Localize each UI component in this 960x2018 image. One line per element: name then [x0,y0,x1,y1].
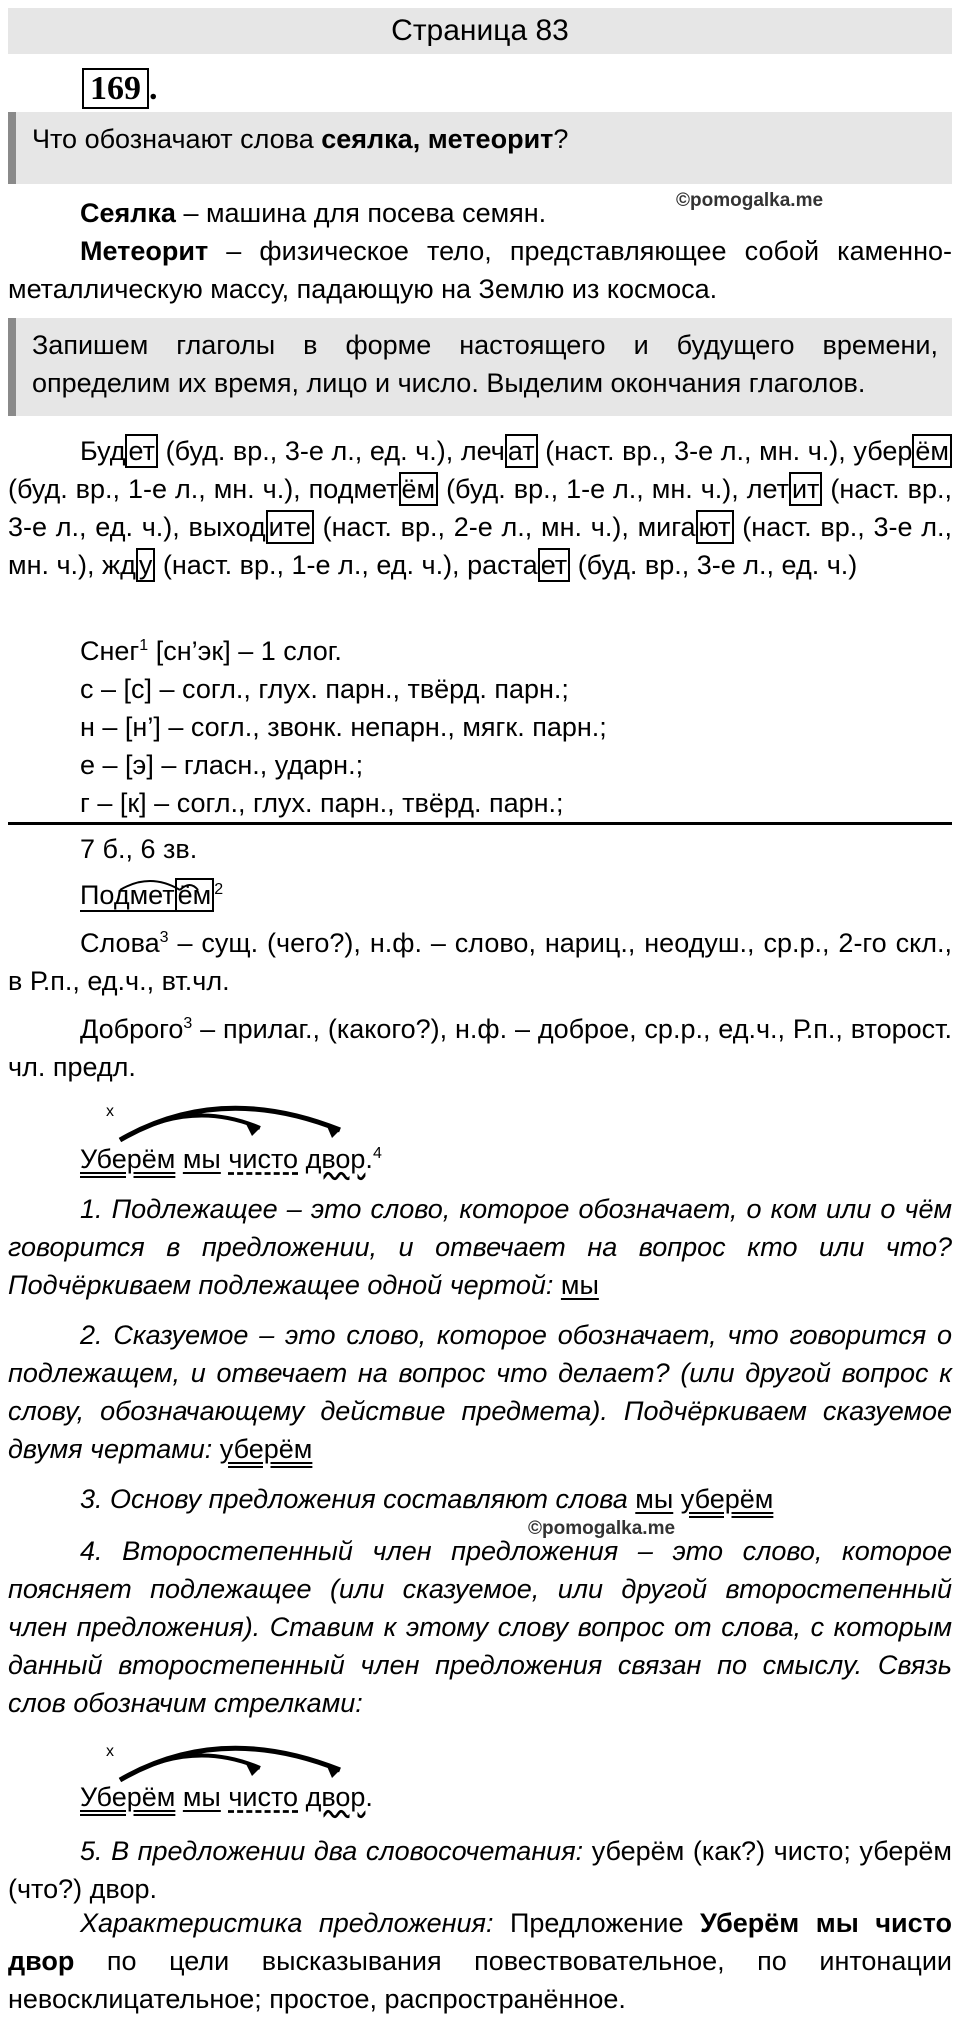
definition-seyalka: Сеялка – машина для посева семян. [80,198,547,228]
phonetic-head: Снег$^1$ [сн’эк] – 1 слог. [80,636,342,666]
verb: раста ет (буд. вр., 3-е л., ед. ч.) [467,550,858,580]
verb-ending: ём [912,434,952,468]
definitions [8,194,952,308]
verb-ending: ите [266,510,314,544]
question-box-2: Запишем глаголы в форме настоящего и будущего времени, определим их время, лицо и число. Выделим окончания глаголов. [8,318,952,416]
sentence-2: Уберём мы чисто двор. [80,1782,373,1812]
verb: мига ют (наст. вр., 3-е л., мн. ч.), [8,512,952,580]
svg-text:x: x [106,1103,114,1120]
verb: жд у (наст. вр., 1-е л., ед. ч.), [102,550,468,580]
watermark: ©pomogalka.me [676,190,824,211]
sentence-1: Уберём мы чисто двор.$^4$ [80,1144,382,1174]
slova-analysis: Слова$^3$ – сущ. (чего?), н.ф. – слово, нариц., неодуш., ср.р., 2-го скл., в Р.п., ед.ч., вт.чл. [8,928,952,996]
verbs-paragraph [8,432,952,584]
verb: подмет ём (буд. вр., 1-е л., мн. ч.), [308,474,747,504]
point-4: 4. Второстепенный член предложения – это слово, которое поясняет подлежащее (или сказуемое, или другой второстепенный член предложения). Ставим к этому слову вопрос от слова, с которым данный второстепенный член предложения связан по смыслу. Связь слов обозначим стрелками: [8,1536,952,1718]
phonetic-analysis [8,632,960,822]
svg-text:x: x [106,1743,114,1760]
phonetic-line: с – [с] – согл., глух. парн., твёрд. парн.; [80,674,569,704]
verb: Буд ет (буд. вр., 3-е л., ед. ч.), [80,436,461,466]
dobrogo-analysis: Доброго$^3$ – прилаг., (какого?), н.ф. – доброе, ср.р., ед.ч., Р.п., второст. чл. предл. [8,1014,952,1082]
watermark: ©pomogalka.me [528,1518,676,1539]
point-1: 1. Подлежащее – это слово, которое обозначает, о ком или о чём говорится в предложении, и отвечает на вопрос кто или что? Подчёркиваем подлежащее одной чертой: мы [8,1194,952,1300]
verb-ending: ат [505,434,538,468]
morpheme-analysis: Подмет ём $^2$ [8,876,960,914]
point-2: 2. Сказуемое – это слово, которое обозначает, что говорится о подлежащем, и отвечает на вопрос что делает? (или другой вопрос к слову, обозначающему действие предмета). Подчёркиваем сказуемое двумя чертами: уберём [8,1320,952,1464]
verb-ending: ит [789,472,822,506]
verb: убер ём (буд. вр., 1-е л., мн. ч.), [8,434,952,504]
phonetic-line: е – [э] – гласн., ударн.; [80,750,364,780]
phonetic-line: г – [к] – согл., глух. парн., твёрд. парн.; [80,788,564,818]
point-3: 3. Основу предложения составляют слова мы уберём [80,1484,774,1514]
verb-ending: ет [538,548,571,582]
verb: леч ат (наст. вр., 3-е л., мн. ч.), [460,436,854,466]
phonetic-summary: 7 б., 6 зв. [80,834,198,864]
page-title: Страница 83 [8,8,952,54]
point-5: 5. В предложении два словосочетания: уберём (как?) чисто; уберём (что?) двор. [8,1836,952,1904]
question-box-1: Что обозначают слова сеялка, метеорит? [8,112,952,184]
verb-ending: у [136,548,156,582]
definition-meteorit: Метеорит – физическое тело, представляющее собой каменно-металлическую массу, падающую на Землю из космоса. [8,236,952,304]
verb: выход ите (наст. вр., 2-е л., мн. ч.), [188,512,638,542]
verb-ending: ём [399,472,439,506]
phonetic-line: н – [н’] – согл., звонк. непарн., мягк. парн.; [80,712,607,742]
morpheme-marks [80,874,230,924]
divider [8,822,952,825]
task-number: 169 . [82,70,158,108]
sentence-characteristic: Характеристика предложения: Предложение Уберём мы чисто двор по цели высказывания повествовательное, по интонации невосклицательное; простое, распространённое. [8,1908,952,2014]
verb-ending: ет [125,434,158,468]
verb: лет ит (наст. вр., 3-е л., ед. ч.), [8,474,952,542]
verb-ending: ют [696,510,734,544]
